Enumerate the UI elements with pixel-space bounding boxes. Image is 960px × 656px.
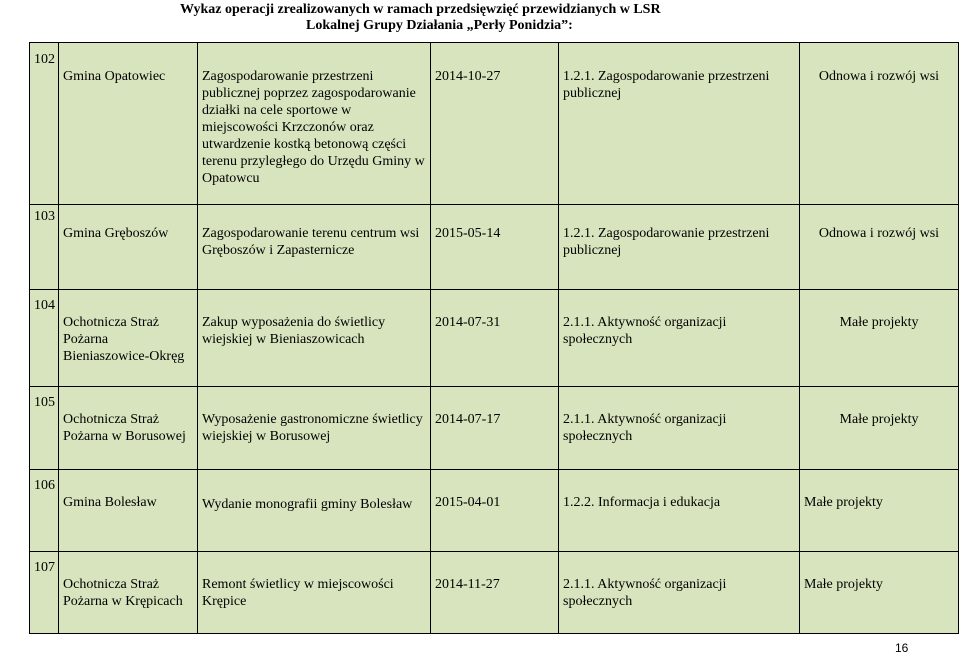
date-cell [431,205,559,290]
action-cell [559,290,800,387]
beneficiary-name: Ochotnicza Straż Pożarna w Krępicach [63,577,183,609]
beneficiary-name: Gmina Opatowiec [63,69,166,84]
table-row [30,43,959,205]
row-number: 104 [30,290,59,387]
operations-table [29,42,959,634]
category-cell [800,205,959,290]
action-name: 2.1.1. Aktywność organizacji społecznych [563,577,727,609]
action-cell [559,470,800,552]
date-cell [431,43,559,205]
category-name: Małe projekty [804,495,883,510]
action-cell [559,387,800,470]
beneficiary-name: Ochotnicza Straż Pożarna w Borusowej [63,412,186,444]
category-name: Małe projekty [839,315,919,330]
operation-title-cell [198,552,431,634]
beneficiary-name: Ochotnicza Straż Pożarna Bieniaszowice-Okręg [63,315,185,364]
beneficiary-cell [59,470,198,552]
action-cell [559,43,800,205]
operation-title-cell [198,387,431,470]
operation-date: 2015-04-01 [435,495,501,510]
category-name: Odnowa i rozwój wsi [818,226,940,241]
action-cell [559,205,800,290]
row-number: 107 [30,552,59,634]
action-name: 1.2.1. Zagospodarowanie przestrzeni publicznej [563,226,770,258]
operation-title: Wyposażenie gastronomiczne świetlicy wiejskiej w Borusowej [202,412,423,444]
category-cell [800,43,959,205]
beneficiary-cell [59,552,198,634]
table-row [30,552,959,634]
operation-title-cell [198,470,431,552]
category-name: Małe projekty [839,412,919,427]
category-cell [800,470,959,552]
action-name: 1.2.2. Informacja i edukacja [563,495,721,510]
beneficiary-name: Gmina Gręboszów [63,226,169,241]
date-cell [431,552,559,634]
operation-title-cell [198,205,431,290]
table-row [30,290,959,387]
operation-date: 2014-07-31 [435,315,501,330]
row-number: 105 [30,387,59,470]
table-row [30,205,959,290]
beneficiary-cell [59,290,198,387]
beneficiary-cell [59,387,198,470]
operation-title: Zakup wyposażenia do świetlicy wiejskiej w Bieniaszowicach [202,315,386,347]
category-name: Małe projekty [804,577,883,592]
category-cell [800,387,959,470]
category-name: Odnowa i rozwój wsi [818,69,940,84]
category-cell [800,290,959,387]
operation-title: Zagospodarowanie przestrzeni publicznej poprzez zagospodarowanie działki na cele sportowe w miejscowości Krzczonów oraz utwardzenie kostką betonową części terenu przyległego do Urzędu Gminy w Opatowcu [202,69,425,186]
action-name: 1.2.1. Zagospodarowanie przestrzeni publicznej [563,69,770,101]
beneficiary-name: Gmina Bolesław [63,495,157,510]
table-row [30,470,959,552]
table-row [30,387,959,470]
operation-date: 2014-07-17 [435,412,501,427]
beneficiary-cell [59,205,198,290]
operation-date: 2014-11-27 [435,577,500,592]
beneficiary-cell [59,43,198,205]
date-cell [431,387,559,470]
operation-title: Zagospodarowanie terenu centrum wsi Gręboszów i Zapasternicze [202,226,420,258]
operation-title: Remont świetlicy w miejscowości Krępice [202,577,394,609]
row-number: 103 [30,205,59,290]
date-cell [431,290,559,387]
page-number: 16 [895,641,909,655]
action-name: 2.1.1. Aktywność organizacji społecznych [563,412,727,444]
action-name: 2.1.1. Aktywność organizacji społecznych [563,315,727,347]
row-number: 102 [30,43,59,205]
operation-title-cell [198,290,431,387]
operation-title: Wydanie monografii gminy Bolesław [202,497,413,512]
operation-date: 2015-05-14 [435,226,501,241]
header-line-1: Wykaz operacji zrealizowanych w ramach przedsięwzięć przewidzianych w LSR [180,2,661,17]
date-cell [431,470,559,552]
row-number: 106 [30,470,59,552]
category-cell [800,552,959,634]
action-cell [559,552,800,634]
operation-title-cell [198,43,431,205]
header-line-2: Lokalnej Grupy Działania „Perły Ponidzia”: [306,18,573,33]
operation-date: 2014-10-27 [435,69,501,84]
